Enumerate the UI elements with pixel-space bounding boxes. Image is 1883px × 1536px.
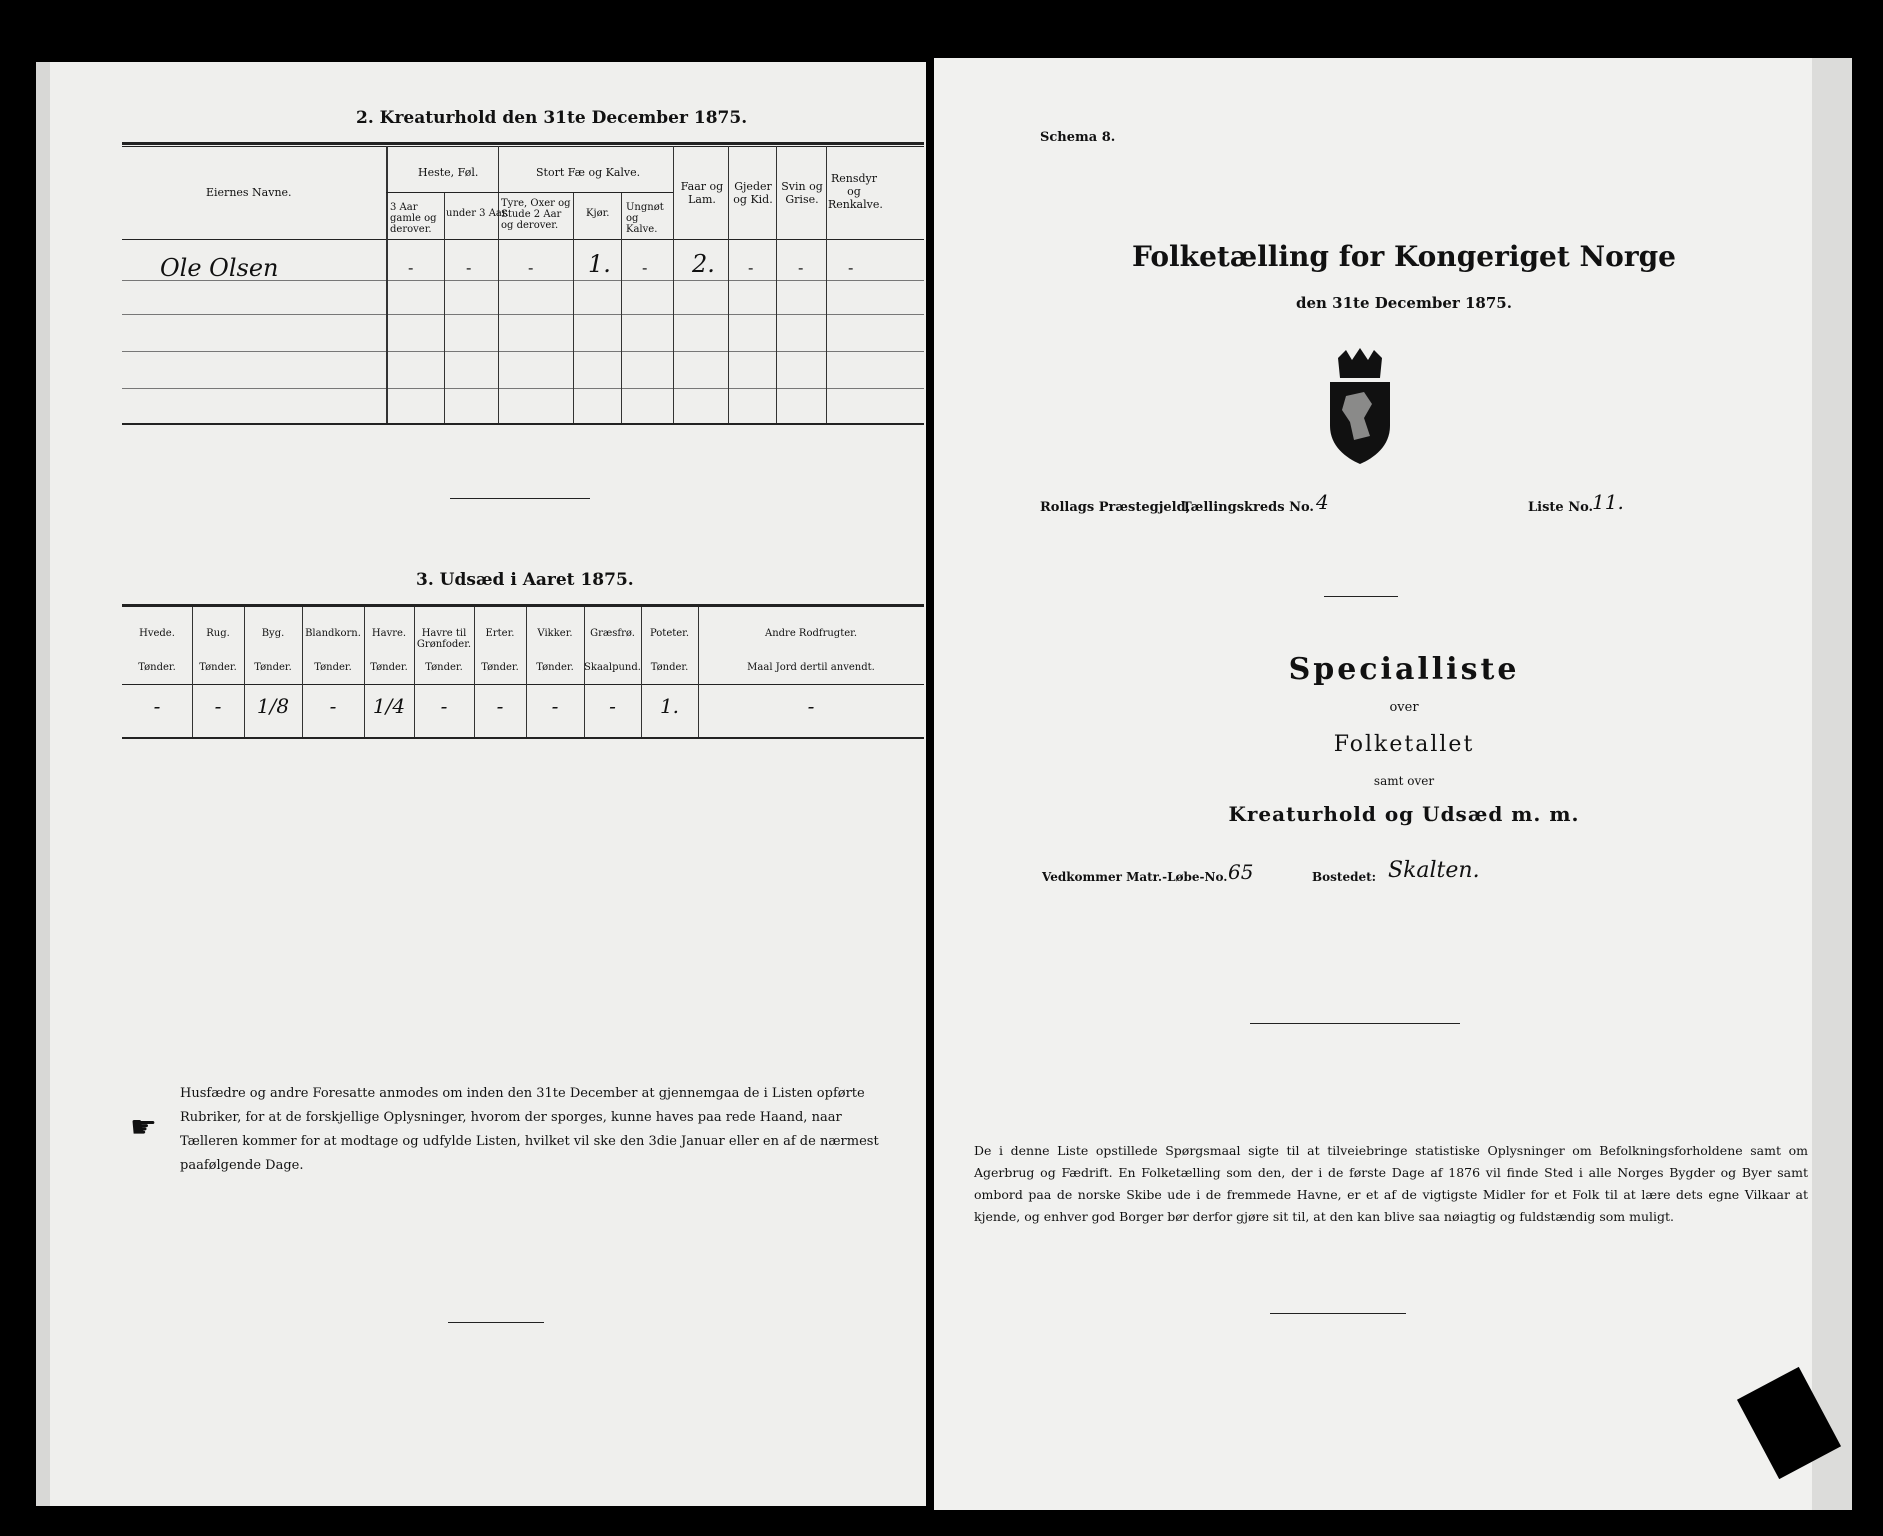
main-subtitle: den 31te December 1875.: [1296, 294, 1512, 312]
table-header-rule: [122, 684, 924, 685]
list-number: 11.: [1592, 490, 1624, 514]
cattle-sub-header: Kjør.: [586, 208, 610, 219]
seed-cell: 1/4: [372, 694, 406, 718]
table-header-rule: [122, 239, 924, 240]
seed-unit: Tønder.: [314, 662, 352, 673]
col-rule: [673, 146, 674, 423]
table-bottom-rule: [122, 737, 924, 739]
table-top-rule: [122, 146, 924, 147]
col-rule: [826, 146, 827, 423]
cell-value: -: [408, 258, 414, 277]
seed-unit: Tønder.: [254, 662, 292, 673]
district-number: 4: [1316, 490, 1329, 514]
coat-of-arms-icon: [1324, 348, 1396, 466]
over-label: over: [1389, 700, 1419, 715]
sheep-header: Faar og Lam.: [680, 180, 724, 206]
seed-cell: -: [551, 694, 559, 718]
bosted-value: Skalten.: [1388, 858, 1480, 883]
right-page: [934, 58, 1852, 1510]
goats-header: Gjeder og Kid.: [733, 180, 773, 206]
row-rule: [122, 351, 924, 352]
cell-value: -: [466, 258, 472, 277]
district-label: Tællingskreds No.: [1182, 500, 1314, 515]
seed-header: Vikker.: [537, 628, 573, 639]
reindeer-header: Rensdyr og Renkalve.: [828, 172, 883, 211]
cell-value: -: [748, 258, 754, 277]
seed-unit: Tønder.: [138, 662, 176, 673]
matr-label: Vedkommer Matr.-Løbe-No.: [1042, 870, 1228, 884]
seed-header: Græsfrø.: [590, 628, 635, 639]
cattle-header: Stort Fæ og Kalve.: [536, 166, 641, 179]
seed-cell: -: [609, 694, 616, 718]
horses-header: Heste, Føl.: [418, 166, 479, 179]
list-label: Liste No.: [1528, 500, 1594, 515]
col-rule: [573, 192, 574, 423]
seed-cell: -: [153, 694, 161, 718]
seed-cell: -: [807, 694, 815, 718]
horses-sub-header: 3 Aar gamle og derover.: [390, 202, 437, 235]
seed-cell: -: [496, 694, 504, 718]
divider: [448, 1322, 544, 1323]
kreaturhold-heading: Kreaturhold og Udsæd m. m.: [1228, 802, 1580, 826]
seed-unit: Tønder.: [650, 662, 689, 673]
page-edge: [36, 62, 50, 1506]
seed-header: Havre.: [371, 628, 407, 639]
matr-number: 65: [1228, 860, 1254, 884]
cattle-sub-header: Ungnøt og Kalve.: [626, 202, 664, 235]
divider: [1250, 1023, 1460, 1024]
pigs-header: Svin og Grise.: [781, 180, 823, 206]
seed-unit: Skaalpund.: [584, 662, 641, 673]
seed-header: Havre til Grønfoder.: [416, 628, 472, 650]
seed-header: Andre Rodfrugter.: [764, 628, 857, 639]
page-edge: [1812, 58, 1852, 1510]
section3-title: 3. Udsæd i Aaret 1875.: [416, 570, 634, 590]
seed-header: Blandkorn.: [305, 628, 361, 639]
notice-text: Husfædre og andre Foresatte anmodes om inden den 31te December at gjennemgaa de i Listen opførte Rubriker, for at de forskjellige Oplysninger, hvorom der sporges, kunne haves paa rede Haand, naar Tælleren kommer for at modtage og udfylde Listen, hvilket vil ske den 3die Januar eller en af de nærmest paafølgende Dage.: [180, 1086, 879, 1173]
seed-header: Byg.: [261, 628, 285, 639]
col-rule: [728, 146, 729, 423]
seed-header: Poteter.: [649, 628, 690, 639]
main-title: Folketælling for Kongeriget Norge: [1132, 240, 1676, 273]
section2-title: 2. Kreaturhold den 31te December 1875.: [356, 108, 748, 128]
seed-cell: 1.: [659, 694, 680, 718]
table-top-rule: [122, 142, 924, 145]
seed-cell: -: [329, 694, 337, 718]
row-rule: [122, 388, 924, 389]
seed-unit: Tønder.: [370, 662, 408, 673]
pointing-hand-icon: ☛: [130, 1110, 157, 1145]
subheader-rule: [386, 192, 673, 193]
cell-value: -: [642, 258, 648, 277]
col-rule: [621, 192, 622, 423]
seed-unit: Tønder.: [425, 662, 463, 673]
horses-sub-header: under 3 Aar.: [446, 208, 509, 219]
col-rule: [498, 146, 499, 423]
owner-name: Ole Olsen: [160, 254, 279, 282]
divider: [1324, 596, 1398, 597]
cattle-sub-header: Tyre, Oxer og Stude 2 Aar og derover.: [501, 198, 571, 231]
samt-over-label: samt over: [1373, 774, 1435, 788]
seed-cell: 1/8: [256, 694, 290, 718]
row-rule: [122, 314, 924, 315]
seed-header: Hvede.: [139, 628, 175, 639]
table-top-rule: [122, 604, 924, 607]
owner-header: Eiernes Navne.: [206, 186, 292, 199]
seed-unit: Maal Jord dertil anvendt.: [747, 662, 875, 673]
divider: [450, 498, 590, 499]
specialliste-heading: Specialliste: [1288, 652, 1520, 687]
seed-cell: -: [214, 694, 222, 718]
left-page: [36, 62, 926, 1506]
seed-header: Rug.: [206, 628, 230, 639]
footer-text: De i denne Liste opstillede Spørgsmaal sigte til at tilveiebringe statistiske Oplysninger om Befolkningsforholdene samt om Agerbrug og Fædrift. En Folketælling som den, der i de første Dage af 1876 vil finde Sted i alle Norges Bygder og Byer samt ombord paa de norske Skibe ude i de fremmede Havne, er et af de vigtigste Midler for et Folk til at lære dets egne Vilkaar at kjende, og enhver god Borger bør derfor gjøre sit til, at den kan blive saa nøiagtig og fuldstændig som muligt.: [974, 1143, 1808, 1224]
seed-header: Erter.: [485, 628, 515, 639]
seed-unit: Tønder.: [481, 662, 519, 673]
seed-unit: Tønder.: [199, 662, 237, 673]
cell-value: -: [798, 258, 804, 277]
cell-value: 1.: [588, 250, 611, 278]
col-rule: [776, 146, 777, 423]
bosted-label: Bostedet:: [1312, 870, 1377, 884]
divider: [1270, 1313, 1406, 1314]
seed-cell: -: [440, 694, 448, 718]
folketallet-heading: Folketallet: [1333, 732, 1475, 757]
cell-value: 2.: [692, 250, 715, 278]
parish-label: Rollags Præstegjeld,: [1040, 500, 1191, 515]
col-rule: [444, 192, 445, 423]
schema-label: Schema 8.: [1040, 130, 1116, 145]
col-rule: [386, 146, 388, 423]
cell-value: -: [848, 258, 854, 277]
table-bottom-rule: [122, 423, 924, 425]
seed-unit: Tønder.: [536, 662, 574, 673]
cell-value: -: [528, 258, 534, 277]
